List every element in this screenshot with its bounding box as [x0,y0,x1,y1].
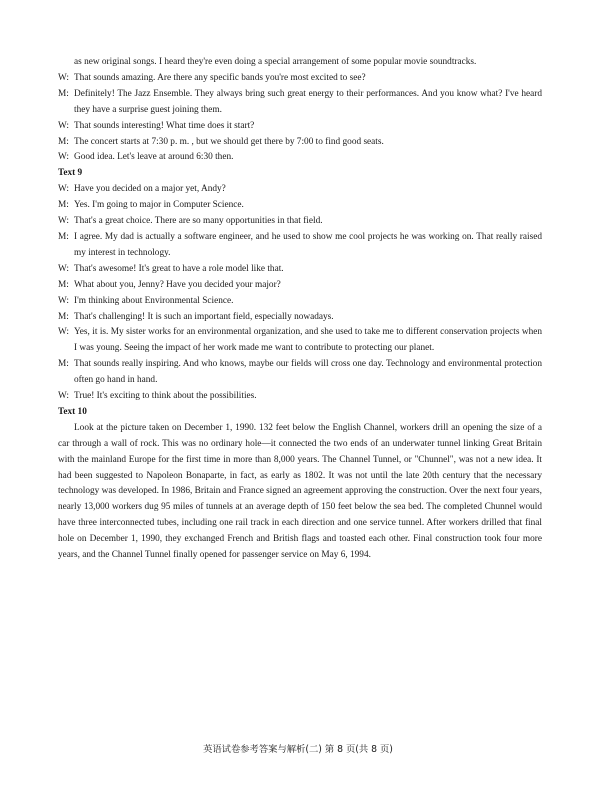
section-heading: Text 10 [58,406,87,417]
speaker-label: W: [58,327,70,338]
dialogue-text: I agree. My dad is actually a software engineer, and he used to show me cool projects he was working on. That really raised my interest in technology. [74,231,542,258]
speaker-label: M: [58,359,69,370]
dialogue-text: That's challenging! It is such an important field, especially nowadays. [74,311,334,322]
section-heading: Text 9 [58,168,83,179]
speaker-label: M: [58,136,69,147]
page-footer: 英语试卷参考答案与解析(二) 第 8 页(共 8 页) [203,744,393,755]
dialogue-text: That's a great choice. There are so many opportunities in that field. [74,216,323,227]
dialogue-line [58,278,542,294]
dialogue-line [58,135,542,151]
dialogue-text: That sounds really inspiring. And who knows, maybe our fields will cross one day. Technology and environmental protection often go hand in hand. [74,359,542,386]
dialogue-line [58,262,542,278]
speaker-label: M: [58,279,69,290]
dialogue-line [58,150,542,166]
dialogue-text: The concert starts at 7:30 p. m. , but we should get there by 7:00 to find good seats. [74,136,384,147]
dialogue-line [58,182,542,198]
speaker-label: W: [58,216,70,227]
dialogue-text: Yes. I'm going to major in Computer Science. [74,200,244,211]
speaker-label: W: [58,295,70,306]
speaker-label: W: [58,152,70,163]
speaker-label: W: [58,72,70,83]
passage-paragraph: Look at the picture taken on December 1, 1990. 132 feet below the English Channel, workers drill an opening the size of a car through a wall of rock. This was no ordinary hole—it connected the two ends of an underwater tunnel linking Great Britain with the mainland Europe for the first time in more than 8,000 years. The Channel Tunnel, or "Chunnel", was not a new idea. It had been suggested to Napoleon Bonaparte, in fact, as early as 1802. It was not until the late 20th century that the necessary technology was developed. In 1986, Britain and France signed an agreement approving the construction. Over the next four years, nearly 13,000 workers dug 95 miles of tunnels at an average depth of 150 feet below the sea bed. The completed Chunnel would have three interconnected tubes, including one rail track in each direction and one service tunnel. After workers drilled that final hole on December 1, 1990, they exchanged French and British flags and toasted each other. Final construction took four more years, and the Channel Tunnel finally opened for passenger service on May 6, 1994. [58,422,542,561]
dialogue-line [58,325,542,357]
dialogue-line [58,214,542,230]
dialogue-line [58,71,542,87]
dialogue-text: True! It's exciting to think about the possibilities. [74,391,257,402]
document-body [58,55,542,564]
dialogue-text: Yes, it is. My sister works for an environmental organization, and she used to take me to different conservation projects when I was young. Seeing the impact of her work made me want to contribute to protecting our planet. [74,327,542,354]
dialogue-text: What about you, Jenny? Have you decided your major? [74,279,281,290]
dialogue-text: Have you decided on a major yet, Andy? [74,184,226,195]
speaker-label: M: [58,311,69,322]
dialogue-line [58,310,542,326]
speaker-label: W: [58,263,70,274]
dialogue-line [58,230,542,262]
dialogue-text: I'm thinking about Environmental Science. [74,295,234,306]
speaker-label: W: [58,120,70,131]
dialogue-text: That's awesome! It's great to have a role model like that. [74,263,284,274]
dialogue-line [58,357,542,389]
continued-text: as new original songs. I heard they're even doing a special arrangement of some popular movie soundtracks. [74,57,477,67]
speaker-label: W: [58,184,70,195]
dialogue-text: Definitely! The Jazz Ensemble. They always bring such great energy to their performances. And you know what? I've heard they have a surprise guest joining them. [74,88,542,115]
dialogue-line [58,389,542,405]
dialogue-line [58,294,542,310]
speaker-label: M: [58,200,69,211]
speaker-label: M: [58,88,69,99]
dialogue-line [58,119,542,135]
dialogue-line [58,87,542,119]
speaker-label: W: [58,391,70,402]
dialogue-line [58,198,542,214]
dialogue-text: That sounds amazing. Are there any specific bands you're most excited to see? [74,72,366,83]
dialogue-text: That sounds interesting! What time does it start? [74,120,255,131]
speaker-label: M: [58,231,69,242]
dialogue-text: Good idea. Let's leave at around 6:30 then. [74,152,234,163]
